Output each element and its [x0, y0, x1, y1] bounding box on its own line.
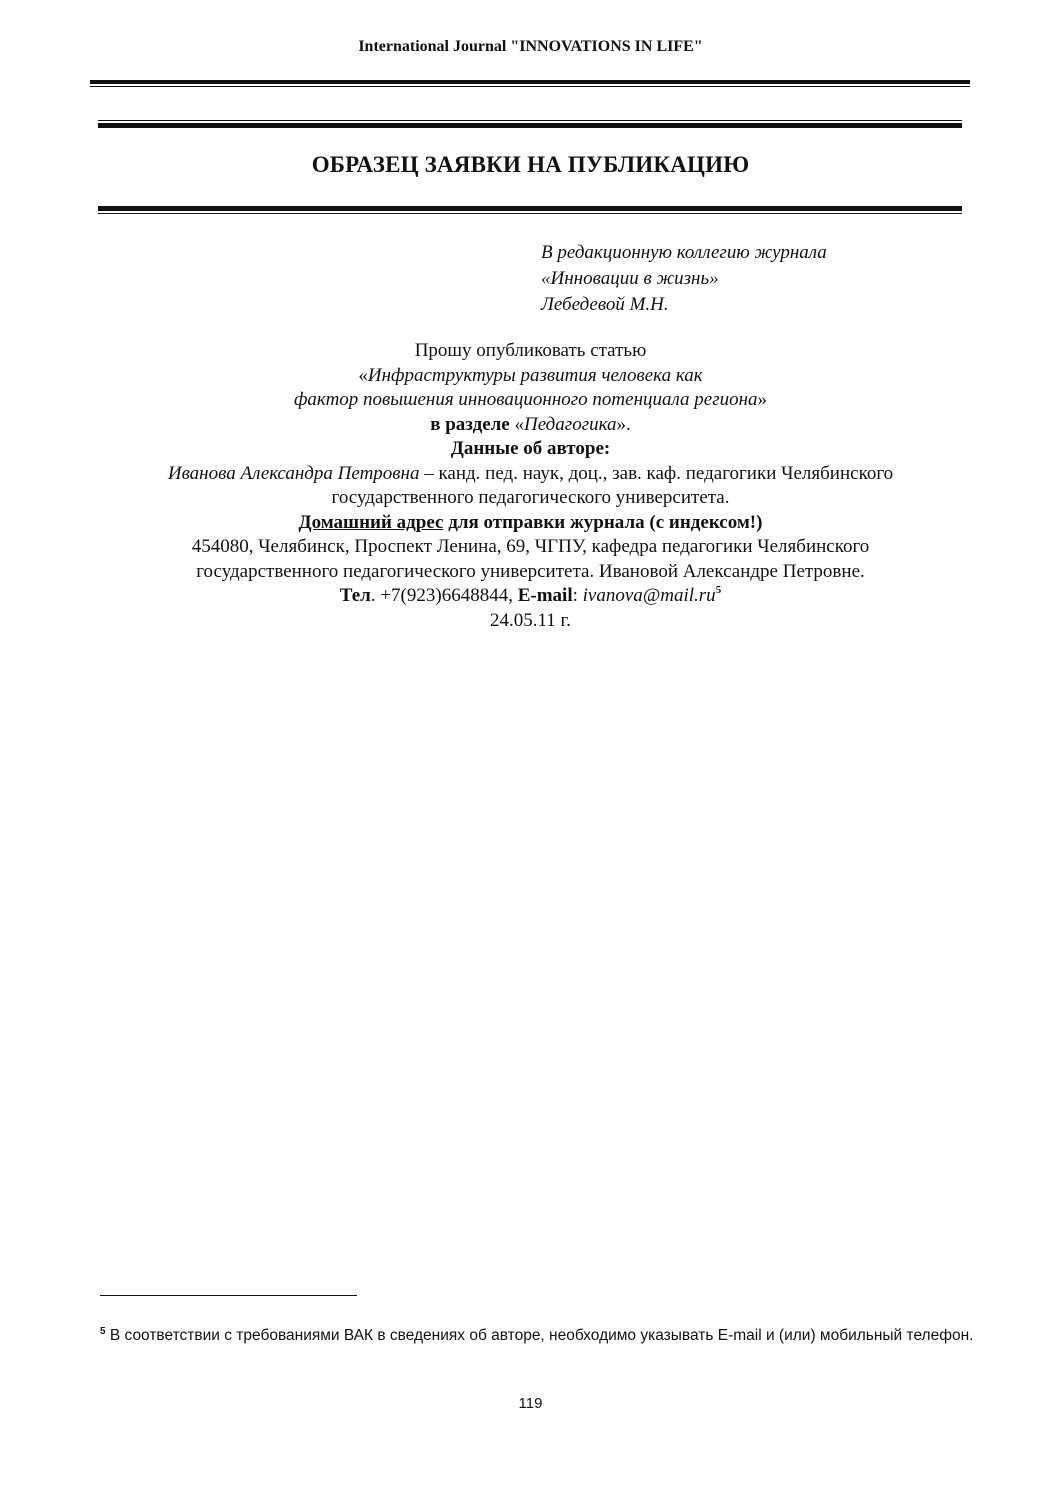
article-title-part: Инфраструктуры развития человека как	[367, 364, 703, 386]
address-heading-underlined: Домашний адрес	[298, 511, 444, 533]
address-line-2: государственного педагогического университета. Ивановой Александре Петровне.	[196, 560, 865, 582]
footnote-mark: 5	[100, 1326, 106, 1337]
title-rule-top-thick	[98, 123, 962, 128]
quote-mark: «	[509, 413, 524, 435]
footnote-text: В соответствии с требованиями ВАК в сведениях об авторе, необходимо указывать E-mail и (или) мобильный телефон.	[105, 1327, 974, 1344]
title-rule-bottom-thin	[98, 213, 962, 214]
section-name: Педагогика	[523, 413, 617, 435]
email-label: E-mail	[517, 585, 573, 606]
addressee-line: Лебедевой М.Н.	[541, 294, 669, 315]
section-label: в разделе	[430, 413, 510, 435]
contacts-line	[60, 584, 1001, 609]
page-number: 119	[518, 1395, 543, 1412]
footnote-reference: 5	[715, 584, 722, 596]
title-rule-bottom-thick	[98, 206, 962, 211]
page-title: ОБРАЗЕЦ ЗАЯВКИ НА ПУБЛИКАЦИЮ	[311, 152, 750, 177]
author-heading	[60, 437, 1001, 462]
article-title-part: фактор повышения инновационного потенциала региона	[293, 389, 758, 410]
date-line: 24.05.11 г.	[490, 609, 571, 631]
author-name: Иванова Александра Петровна	[167, 462, 420, 484]
article-title-line-1	[60, 364, 1001, 389]
header-rule-thin	[90, 86, 970, 87]
quote-mark: »	[757, 389, 768, 410]
addressee-line: «Инновации в жизнь»	[541, 268, 719, 289]
tel-label: Тел	[339, 585, 371, 606]
section-line	[60, 413, 1001, 438]
journal-header: International Journal "INNOVATIONS IN LIFE"	[358, 38, 703, 55]
author-details: – канд. пед. наук, доц., зав. каф. педагогики Челябинского	[419, 462, 894, 484]
email-value: ivanova@mail.ru	[582, 585, 716, 606]
address-heading	[60, 511, 1001, 536]
request-intro: Прошу опубликовать статью	[414, 340, 647, 361]
address-heading-rest: для отправки журнала (с индексом!)	[443, 511, 763, 533]
footnote-separator	[100, 1295, 357, 1296]
header-rule-thick	[90, 80, 970, 84]
quote-mark: «	[358, 364, 368, 386]
footnote	[100, 1323, 980, 1348]
addressee-block	[541, 240, 827, 318]
tel-value: . +7(923)6648844,	[370, 585, 518, 606]
author-line-2: государственного педагогического университета.	[331, 487, 730, 508]
addressee-line: В редакционную коллегию журнала	[541, 242, 827, 263]
email-separator: :	[572, 585, 583, 606]
author-line-1	[60, 462, 1001, 487]
article-title-line-2	[60, 388, 1001, 413]
author-heading-text: Данные об авторе:	[450, 438, 611, 459]
quote-mark: ».	[616, 413, 631, 435]
address-line-1: 454080, Челябинск, Проспект Ленина, 69, ЧГПУ, кафедра педагогики Челябинского	[191, 536, 870, 557]
application-body	[60, 339, 1001, 633]
title-rule-top-thin	[98, 120, 962, 121]
